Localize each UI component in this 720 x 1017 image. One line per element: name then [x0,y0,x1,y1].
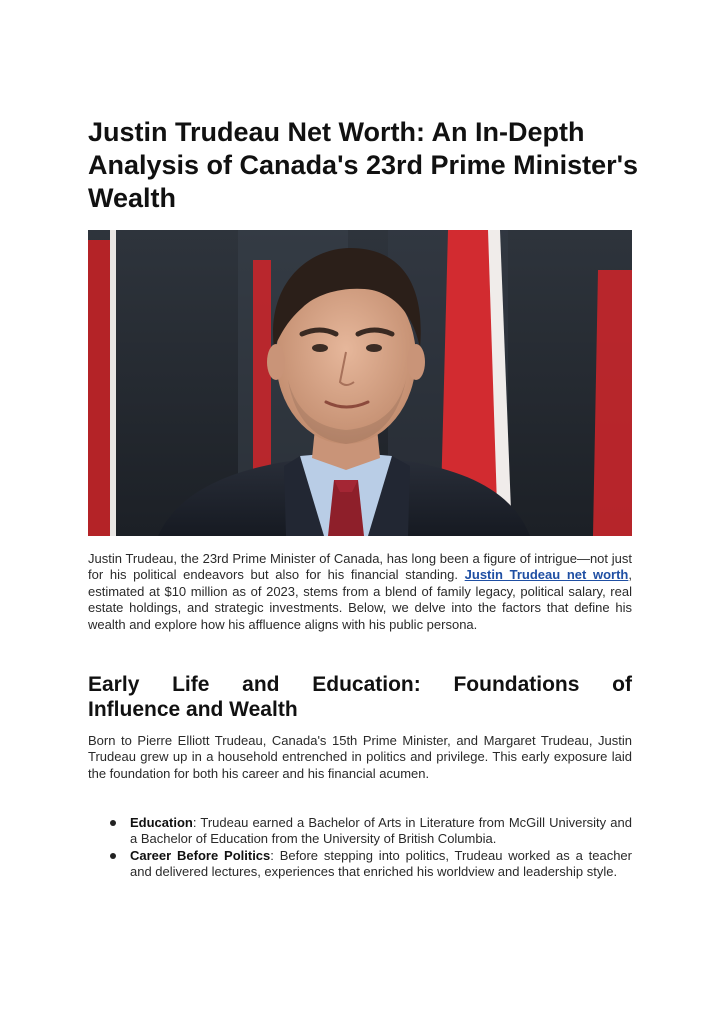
portrait-illustration [88,230,632,536]
section-heading-line2: Influence and Wealth [88,698,298,721]
list-item [110,815,632,848]
list-item-label: Education [130,815,193,830]
intro-text-start: Justin Trudeau, the 23rd Prime Minister of Canada, has long been a figure of intrigue—not just for his political endeavors but also for his financial standing. [88,551,632,583]
list-item-label: Career Before Politics [130,847,271,863]
flag-left [88,240,110,536]
intro-text-end: , estimated at $10 million as of 2023, stems from a blend of family legacy, political salary, real estate holdings, and strategic investments. Below, we delve into the factors that define his wealth and explore how his affluence aligns with his public persona. [88,567,632,632]
bullet-list [110,815,632,881]
bullet-icon [110,820,116,826]
hero-photo [88,230,632,536]
net-worth-link[interactable]: Justin Trudeau net worth [464,567,629,583]
list-item-text: : Trudeau earned a Bachelor of Arts in Literature from McGill University and a Bachelor of Education from the University of British Columbia. [130,815,632,847]
section-heading [88,672,632,722]
section-heading-line1: Early Life and Education: Foundations of [88,673,632,696]
article-title: Justin Trudeau Net Worth: An In-Depth Analysis of Canada's 23rd Prime Minister's Wealth [88,117,639,213]
intro-paragraph [88,551,632,633]
list-item [110,848,632,881]
early-life-paragraph: Born to Pierre Elliott Trudeau, Canada's 15th Prime Minister, and Margaret Trudeau, Justin Trudeau grew up in a household entrenched in politics and privilege. This early exposure laid the foundation for both his career and his financial acumen. [88,733,632,781]
list-item-text: : Before stepping into politics, Trudeau worked as a teacher and delivered lectures, experiences that enriched his worldview and leadership style. [130,847,632,880]
bullet-icon [110,853,116,859]
